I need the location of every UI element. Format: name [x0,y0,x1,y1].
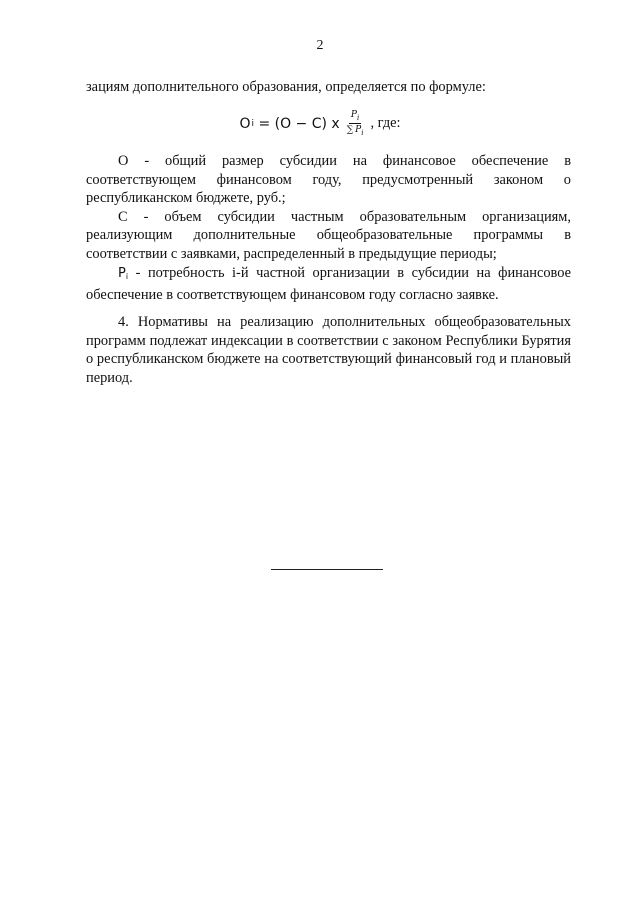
definition-o: O - общий размер субсидии на финансовое обеспечение в соответствующем финансовом году, предусмотренный законом о республиканском бюджете, руб.; [86,153,571,207]
page-number: 2 [316,38,324,53]
paragraph-4-text: 4. Нормативы на реализацию дополнительных общеобразовательных программ подлежат индексации в соответствии с законом Республики Бурятия о республиканском бюджете на соответствующий финансовый год и плановый период. [86,314,571,386]
numerator-subscript: i [356,113,360,122]
formula-suffix: , где: [370,115,401,132]
definition-c: C - объем субсидии частным образовательным организациям, реализующим дополнительные общеобразовательные программы в соответствии с заявками, распределенный в предыдущие периоды; [86,208,571,262]
pi-subscript: i [125,271,129,281]
pi-letter: P [118,265,126,281]
denominator-subscript: i [361,128,364,137]
formula-lhs: O [239,115,251,132]
formula-numerator [349,110,361,124]
pi-symbol [118,266,128,281]
sigma-symbol: ∑ [346,124,354,135]
intro-paragraph [86,78,571,97]
definitions [86,152,571,305]
denominator-symbol: P [355,124,362,135]
intro-text: зациям дополнительного образования, определяется по формуле: [86,79,486,95]
end-divider [271,569,383,570]
definition-pi-text: - потребность i-й частной организации в субсидии на финансовое обеспечение в соответствующем финансовом году согласно заявке. [86,264,571,304]
numerator-symbol: P [350,110,357,120]
formula [0,110,640,138]
formula-denominator [345,124,366,138]
paragraph-4 [86,313,571,387]
formula-expression [239,116,339,132]
definition-pi [86,264,571,305]
formula-lhs-subscript: i [251,118,254,129]
formula-middle: = (O − C) x [258,115,340,132]
formula-fraction [345,110,366,138]
